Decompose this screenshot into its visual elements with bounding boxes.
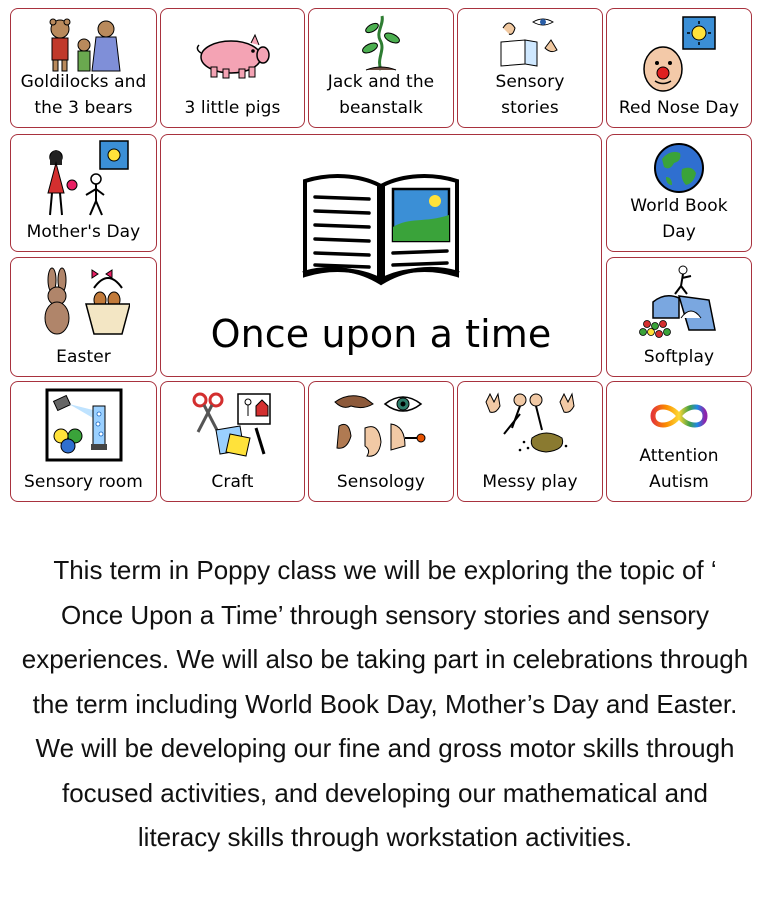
tile-once-upon-a-time[interactable]: [160, 134, 602, 377]
tile-label: Sensology: [336, 472, 426, 492]
tile-label: Attention Autism: [639, 446, 719, 492]
tile-label: Goldilocks and the 3 bears: [20, 72, 147, 118]
beanstalk-icon: [356, 14, 406, 72]
open-book-icon: [299, 165, 463, 287]
tile-label: Once upon a time: [210, 312, 552, 356]
tile-sensory-stories[interactable]: [457, 8, 603, 128]
tile-messy-play[interactable]: [457, 381, 603, 502]
tile-red-nose-day[interactable]: [606, 8, 752, 128]
clown-face-icon: [639, 13, 719, 93]
tile-label: Easter: [56, 347, 111, 367]
tile-label: Craft: [211, 472, 254, 492]
tile-label: Messy play: [482, 472, 578, 492]
tile-sensology[interactable]: [308, 381, 454, 502]
topic-description: This term in Poppy class we will be exploring the topic of ‘ Once Upon a Time’ through sensory stories and sensory experiences. We will also be taking part in celebrations through the term including World Book Day, Mother’s Day and Easter. We will be developing our fine and gross motor skills through focused activities, and developing our mathematical and literacy skills through workstation activities.: [21, 555, 749, 852]
tile-label: World Book Day: [630, 196, 728, 242]
mother-child-icon: [36, 139, 132, 219]
soft-blocks-icon: [637, 262, 721, 342]
infinity-icon: [647, 400, 711, 432]
tile-label: Mother's Day: [26, 222, 141, 242]
pig-icon: [193, 33, 273, 79]
tile-label: Sensory room: [24, 472, 143, 492]
tile-goldilocks[interactable]: [10, 8, 157, 128]
tile-sensory-room[interactable]: [10, 381, 157, 502]
tile-attention-autism[interactable]: [606, 381, 752, 502]
bears-icon: [44, 15, 124, 73]
eye-ear-nose-icon: [331, 388, 431, 462]
tile-label: Softplay: [643, 347, 715, 367]
tile-label: 3 little pigs: [184, 98, 281, 118]
tile-world-book-day[interactable]: [606, 134, 752, 252]
symbol-grid: [10, 8, 752, 502]
tile-label: Jack and the beanstalk: [327, 72, 435, 118]
tile-softplay[interactable]: [606, 257, 752, 377]
tile-3-little-pigs[interactable]: [160, 8, 305, 128]
scissors-paper-icon: [190, 390, 276, 458]
tile-mothers-day[interactable]: [10, 134, 157, 252]
tile-jack-beanstalk[interactable]: [308, 8, 454, 128]
tile-label: Sensory stories: [495, 72, 565, 118]
tile-craft[interactable]: [160, 381, 305, 502]
rabbit-basket-icon: [38, 266, 130, 336]
tile-easter[interactable]: [10, 257, 157, 377]
tile-label: Red Nose Day: [618, 98, 740, 118]
projector-bubble-tube-icon: [45, 388, 123, 462]
senses-book-icon: [497, 14, 563, 70]
messy-hands-icon: [484, 390, 576, 460]
globe-icon: [652, 141, 706, 195]
